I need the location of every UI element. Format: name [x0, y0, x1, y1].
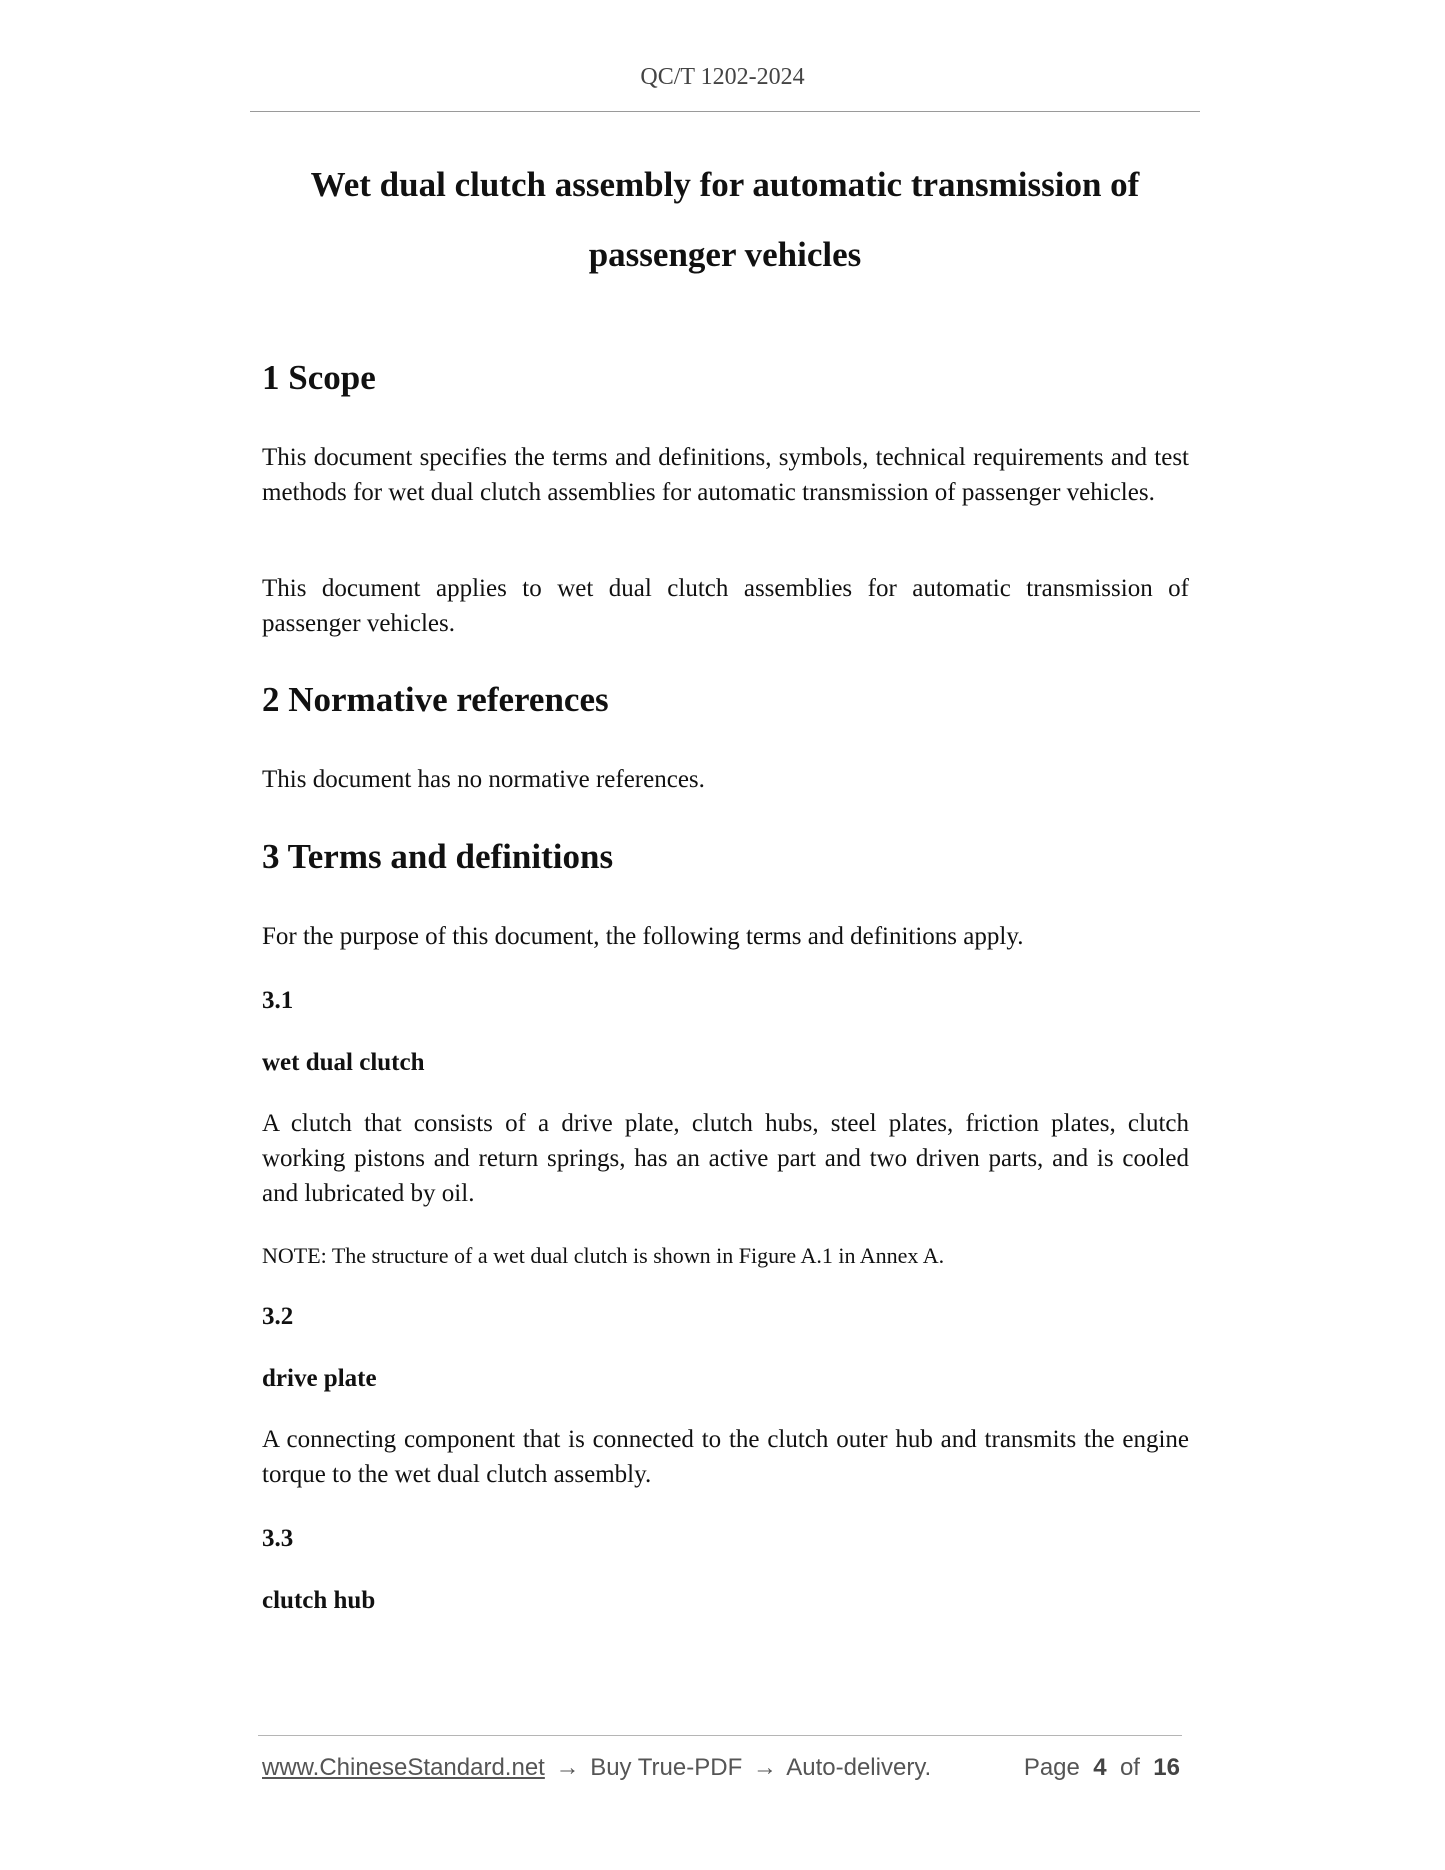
term-number-3-3: 3.3	[262, 1525, 294, 1552]
document-title-line-2: passenger vehicles	[588, 235, 862, 274]
page-current: 4	[1093, 1754, 1107, 1781]
arrow-right-icon: →	[555, 1754, 580, 1781]
section-heading-scope: 1 Scope	[262, 358, 376, 397]
term-name-drive-plate: drive plate	[262, 1365, 377, 1392]
scope-paragraph-2: This document applies to wet dual clutch assemblies for automatic transmission of passenger vehicles.	[262, 575, 1189, 637]
header-rule	[250, 111, 1200, 112]
scope-paragraph-1: This document specifies the terms and definitions, symbols, technical requirements and test methods for wet dual clutch assemblies for automatic transmission of passenger vehicles.	[262, 444, 1189, 506]
document-title-line-1: Wet dual clutch assembly for automatic transmission of	[310, 165, 1140, 204]
document-title	[250, 150, 1200, 290]
term-definition-wet-dual-clutch: A clutch that consists of a drive plate, clutch hubs, steel plates, friction plates, clutch working pistons and return springs, has an active part and two driven parts, and is cooled and lubricated by oil.	[262, 1110, 1189, 1207]
terms-intro-paragraph: For the purpose of this document, the following terms and definitions apply.	[262, 923, 1024, 950]
section-heading-terms-and-definitions: 3 Terms and definitions	[262, 837, 614, 876]
term-name-clutch-hub: clutch hub	[262, 1587, 376, 1614]
section-heading-normative-references: 2 Normative references	[262, 680, 609, 719]
footer-promo	[262, 1754, 931, 1782]
header-code: QC/T 1202-2024	[640, 64, 805, 90]
chinesestandard-link[interactable]: www.ChineseStandard.net	[262, 1754, 545, 1781]
page-total: 16	[1153, 1754, 1180, 1781]
of-label: of	[1119, 1754, 1140, 1781]
footer-buy-text: Buy True-PDF	[590, 1754, 743, 1781]
term-number-3-1: 3.1	[262, 987, 294, 1014]
term-name-wet-dual-clutch: wet dual clutch	[262, 1049, 425, 1076]
footer-delivery-text: Auto-delivery.	[786, 1754, 932, 1781]
term-number-3-2: 3.2	[262, 1303, 294, 1330]
footer-rule	[258, 1735, 1182, 1736]
term-note-wet-dual-clutch: NOTE: The structure of a wet dual clutch is shown in Figure A.1 in Annex A.	[262, 1243, 945, 1268]
arrow-right-icon: →	[752, 1754, 777, 1781]
normative-references-paragraph: This document has no normative references.	[262, 766, 705, 793]
page-label: Page	[1023, 1754, 1080, 1781]
page-number	[1024, 1754, 1180, 1782]
term-definition-drive-plate: A connecting component that is connected to the clutch outer hub and transmits the engine torque to the wet dual clutch assembly.	[262, 1426, 1189, 1488]
